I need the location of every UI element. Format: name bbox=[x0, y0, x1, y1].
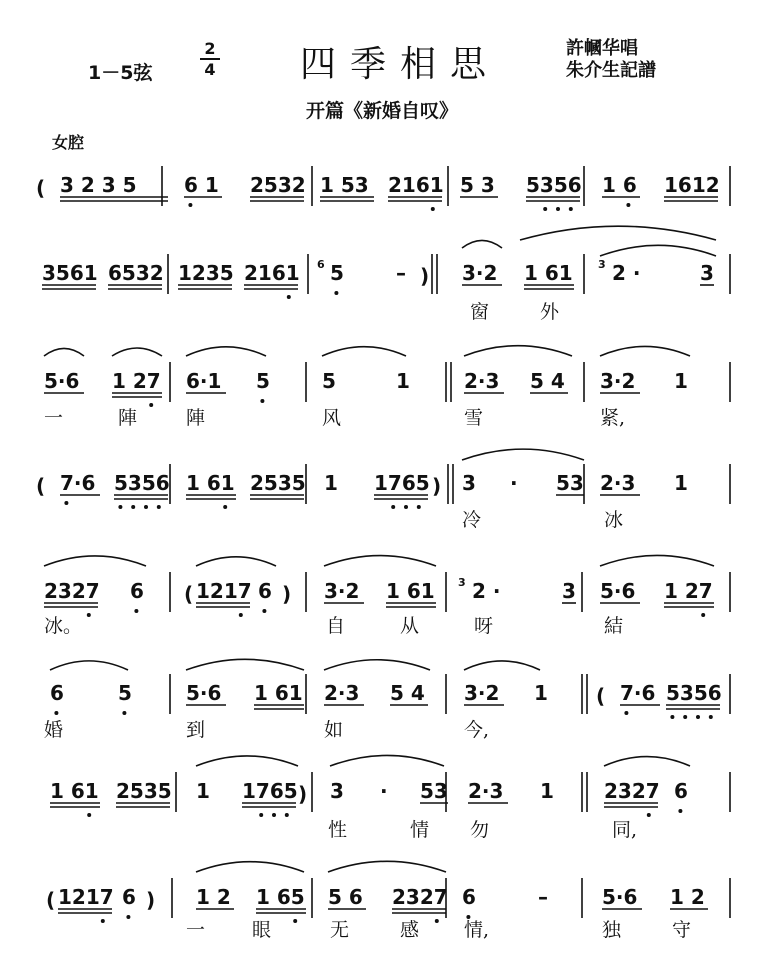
lyric-syllable: 守 bbox=[672, 919, 692, 941]
note-group: 2·3 bbox=[600, 471, 636, 495]
low-octave-dot bbox=[126, 915, 130, 919]
note-group: 1765 bbox=[374, 471, 430, 495]
slur-arc bbox=[44, 556, 146, 566]
lyric-syllable: 到 bbox=[186, 719, 206, 741]
note-group: 5 bbox=[118, 681, 132, 705]
lyric-syllable: 一 bbox=[44, 407, 64, 429]
low-octave-dot bbox=[287, 295, 291, 299]
note-group: 2327 bbox=[44, 579, 100, 603]
note-group: 1 bbox=[540, 779, 554, 803]
lyric-syllable: 婚 bbox=[44, 719, 64, 741]
note-group: 1 bbox=[674, 471, 688, 495]
slur-arc bbox=[462, 240, 502, 248]
note-group: 3·2 bbox=[600, 369, 636, 393]
note-group: 5·6 bbox=[600, 579, 636, 603]
note-group: ) bbox=[282, 582, 292, 606]
note-group: 1217 bbox=[196, 579, 252, 603]
note-group: 1 61 bbox=[386, 579, 435, 603]
note-group: 3 bbox=[458, 576, 466, 589]
low-octave-dot bbox=[285, 813, 289, 817]
note-group: 2532 bbox=[250, 173, 306, 197]
note-group: 2·3 bbox=[468, 779, 504, 803]
note-group: 5 6 bbox=[328, 885, 363, 909]
low-octave-dot bbox=[272, 813, 276, 817]
note-group: 1 53 bbox=[320, 173, 369, 197]
low-octave-dot bbox=[122, 711, 126, 715]
lyric-syllable: 陣 bbox=[186, 407, 206, 429]
slur-arc bbox=[186, 347, 266, 356]
note-group: 2535 bbox=[250, 471, 306, 495]
note-group: 5 bbox=[330, 261, 344, 285]
note-group: – bbox=[396, 261, 406, 285]
note-group: 2327 bbox=[604, 779, 660, 803]
lyric-syllable: 外 bbox=[540, 301, 560, 323]
lyric-syllable: 从 bbox=[400, 615, 420, 637]
note-group: 1217 bbox=[58, 885, 114, 909]
note-group: 3 bbox=[700, 261, 714, 285]
note-group: 5 bbox=[256, 369, 270, 393]
lyric-syllable: 陣 bbox=[118, 407, 138, 429]
note-group: 2327 bbox=[392, 885, 448, 909]
low-octave-dot bbox=[149, 403, 153, 407]
note-group: 1 27 bbox=[112, 369, 161, 393]
slur-arc bbox=[50, 661, 128, 670]
note-group: 1765 bbox=[242, 779, 298, 803]
note-group: 5·6 bbox=[44, 369, 80, 393]
note-group: 1235 bbox=[178, 261, 234, 285]
note-group: 5·6 bbox=[186, 681, 222, 705]
low-octave-dot bbox=[334, 291, 338, 295]
note-group: 2161 bbox=[244, 261, 300, 285]
note-group: ) bbox=[420, 264, 430, 288]
slur-arc bbox=[462, 449, 584, 460]
slur-arc bbox=[322, 347, 406, 356]
singer-credit: 許幗华唱 bbox=[566, 38, 638, 59]
low-octave-dot bbox=[670, 715, 674, 719]
lyric-syllable: 窗 bbox=[470, 301, 490, 323]
slur-arc bbox=[520, 226, 716, 240]
note-group: 5·6 bbox=[602, 885, 638, 909]
note-group: 1 bbox=[534, 681, 548, 705]
note-group: 6 bbox=[317, 258, 325, 271]
transcriber-credit: 朱介生記譜 bbox=[566, 60, 656, 81]
slur-arc bbox=[600, 555, 714, 566]
low-octave-dot bbox=[417, 505, 421, 509]
slur-arc bbox=[196, 862, 304, 872]
low-octave-dot bbox=[118, 505, 122, 509]
note-group: 1 61 bbox=[186, 471, 235, 495]
lyric-syllable: 同, bbox=[612, 819, 638, 841]
low-octave-dot bbox=[87, 813, 91, 817]
lyric-syllable: 勿 bbox=[470, 819, 490, 841]
slur-arc bbox=[464, 661, 540, 670]
note-group: ( bbox=[36, 176, 46, 200]
low-octave-dot bbox=[259, 813, 263, 817]
string-tuning: 1－5弦 bbox=[88, 62, 153, 84]
note-group: 6 bbox=[50, 681, 64, 705]
low-octave-dot bbox=[54, 711, 58, 715]
lyric-syllable: 风 bbox=[322, 407, 342, 429]
note-group: 3·2 bbox=[462, 261, 498, 285]
low-octave-dot bbox=[569, 207, 573, 211]
meter-denominator: 4 bbox=[204, 60, 216, 79]
note-group: 5 4 bbox=[530, 369, 565, 393]
lyric-syllable: 紧, bbox=[600, 407, 626, 429]
low-octave-dot bbox=[435, 919, 439, 923]
low-octave-dot bbox=[131, 505, 135, 509]
slur-arc bbox=[600, 245, 716, 256]
note-group: 5 bbox=[322, 369, 336, 393]
low-octave-dot bbox=[144, 505, 148, 509]
lyric-syllable: 冷 bbox=[462, 509, 482, 531]
note-group: 1 61 bbox=[524, 261, 573, 285]
note-group: · bbox=[510, 471, 518, 495]
lyric-syllable: 性 bbox=[328, 819, 348, 841]
note-group: 1 27 bbox=[664, 579, 713, 603]
low-octave-dot bbox=[391, 505, 395, 509]
note-group: 53 bbox=[420, 779, 448, 803]
note-group: 7·6 bbox=[60, 471, 96, 495]
note-group: ( bbox=[46, 888, 56, 912]
note-group: ) bbox=[146, 888, 156, 912]
low-octave-dot bbox=[678, 809, 682, 813]
note-group: 5 3 bbox=[460, 173, 495, 197]
low-octave-dot bbox=[239, 613, 243, 617]
note-group: 1 bbox=[196, 779, 210, 803]
low-octave-dot bbox=[709, 715, 713, 719]
lyric-syllable: 感 bbox=[400, 919, 420, 941]
note-group: 53 bbox=[556, 471, 584, 495]
lyric-syllable: 自 bbox=[326, 615, 346, 637]
note-group: ( bbox=[596, 684, 606, 708]
note-group: 3 2 3 5 bbox=[60, 173, 137, 197]
note-group: · bbox=[380, 779, 388, 803]
low-octave-dot bbox=[683, 715, 687, 719]
lyric-syllable: 独 bbox=[602, 919, 622, 941]
note-group: 5356 bbox=[526, 173, 582, 197]
note-group: 1 61 bbox=[50, 779, 99, 803]
note-group: 2161 bbox=[388, 173, 444, 197]
note-group: 6 bbox=[258, 579, 272, 603]
note-group: 3 bbox=[598, 258, 606, 271]
note-group: ) bbox=[298, 782, 308, 806]
note-group: 5356 bbox=[114, 471, 170, 495]
note-group: 1 65 bbox=[256, 885, 305, 909]
low-octave-dot bbox=[647, 813, 651, 817]
low-octave-dot bbox=[624, 711, 628, 715]
low-octave-dot bbox=[101, 919, 105, 923]
note-group: 3·2 bbox=[464, 681, 500, 705]
note-group: 2535 bbox=[116, 779, 172, 803]
slur-arc bbox=[324, 660, 430, 670]
note-group: 6532 bbox=[108, 261, 164, 285]
note-group: 1 2 bbox=[670, 885, 705, 909]
lyric-syllable: 情 bbox=[410, 819, 430, 841]
low-octave-dot bbox=[556, 207, 560, 211]
low-octave-dot bbox=[626, 203, 630, 207]
note-group: ( bbox=[36, 474, 46, 498]
meter-numerator: 2 bbox=[204, 39, 216, 58]
low-octave-dot bbox=[157, 505, 161, 509]
low-octave-dot bbox=[404, 505, 408, 509]
note-group: 1 bbox=[324, 471, 338, 495]
note-group: 6 1 bbox=[184, 173, 219, 197]
slur-arc bbox=[196, 557, 276, 566]
lyric-syllable: 无 bbox=[330, 919, 350, 941]
slur-arc bbox=[604, 757, 690, 766]
lyric-syllable: 眼 bbox=[252, 919, 272, 941]
song-title: 四季相思 bbox=[300, 44, 501, 85]
lyric-syllable: 冰 bbox=[604, 509, 624, 531]
lyric-syllable: 如 bbox=[324, 719, 344, 741]
low-octave-dot bbox=[293, 919, 297, 923]
note-group: 6 bbox=[130, 579, 144, 603]
low-octave-dot bbox=[696, 715, 700, 719]
slur-arc bbox=[186, 659, 304, 670]
note-group: 2·3 bbox=[324, 681, 360, 705]
subtitle: 开篇《新婚自叹》 bbox=[306, 100, 459, 122]
lyric-syllable: 冰。 bbox=[44, 615, 83, 637]
note-group: 3 bbox=[330, 779, 344, 803]
low-octave-dot bbox=[701, 613, 705, 617]
slur-arc bbox=[112, 348, 162, 356]
note-group: ) bbox=[432, 474, 442, 498]
lyric-syllable: 結 bbox=[604, 615, 624, 637]
low-octave-dot bbox=[134, 609, 138, 613]
slur-arc bbox=[330, 755, 444, 766]
note-group: 5 4 bbox=[390, 681, 425, 705]
note-group: 1612 bbox=[664, 173, 720, 197]
note-group: 3 bbox=[562, 579, 576, 603]
lyric-syllable: 今, bbox=[464, 719, 490, 741]
low-octave-dot bbox=[64, 501, 68, 505]
note-group: 2 · bbox=[472, 579, 501, 603]
slur-arc bbox=[324, 556, 436, 566]
low-octave-dot bbox=[262, 609, 266, 613]
slur-arc bbox=[328, 861, 446, 872]
note-group: 6 bbox=[122, 885, 136, 909]
slur-arc bbox=[44, 348, 84, 356]
note-group: 6 bbox=[674, 779, 688, 803]
note-group: 5356 bbox=[666, 681, 722, 705]
note-group: 2·3 bbox=[464, 369, 500, 393]
note-group: 2 · bbox=[612, 261, 641, 285]
note-group: 1 61 bbox=[254, 681, 303, 705]
lyric-syllable: 一 bbox=[186, 919, 206, 941]
lyric-syllable: 呀 bbox=[474, 615, 494, 637]
low-octave-dot bbox=[260, 399, 264, 403]
low-octave-dot bbox=[431, 207, 435, 211]
slur-arc bbox=[464, 346, 572, 356]
note-group: 1 6 bbox=[602, 173, 637, 197]
note-group: 3·2 bbox=[324, 579, 360, 603]
note-group: 6·1 bbox=[186, 369, 222, 393]
note-group: 1 bbox=[396, 369, 410, 393]
note-group: 1 2 bbox=[196, 885, 231, 909]
note-group: 3561 bbox=[42, 261, 98, 285]
lyric-syllable: 情, bbox=[464, 919, 490, 941]
note-group: ( bbox=[184, 582, 194, 606]
note-group: 6 bbox=[462, 885, 476, 909]
low-octave-dot bbox=[188, 203, 192, 207]
note-group: 1 bbox=[674, 369, 688, 393]
lyric-syllable: 雪 bbox=[464, 407, 484, 429]
low-octave-dot bbox=[543, 207, 547, 211]
voice-label: 女腔 bbox=[52, 133, 85, 152]
note-group: 7·6 bbox=[620, 681, 656, 705]
low-octave-dot bbox=[87, 613, 91, 617]
low-octave-dot bbox=[223, 505, 227, 509]
note-group: – bbox=[538, 885, 548, 909]
slur-arc bbox=[196, 756, 298, 766]
slur-arc bbox=[600, 346, 690, 356]
note-group: 3 bbox=[462, 471, 476, 495]
